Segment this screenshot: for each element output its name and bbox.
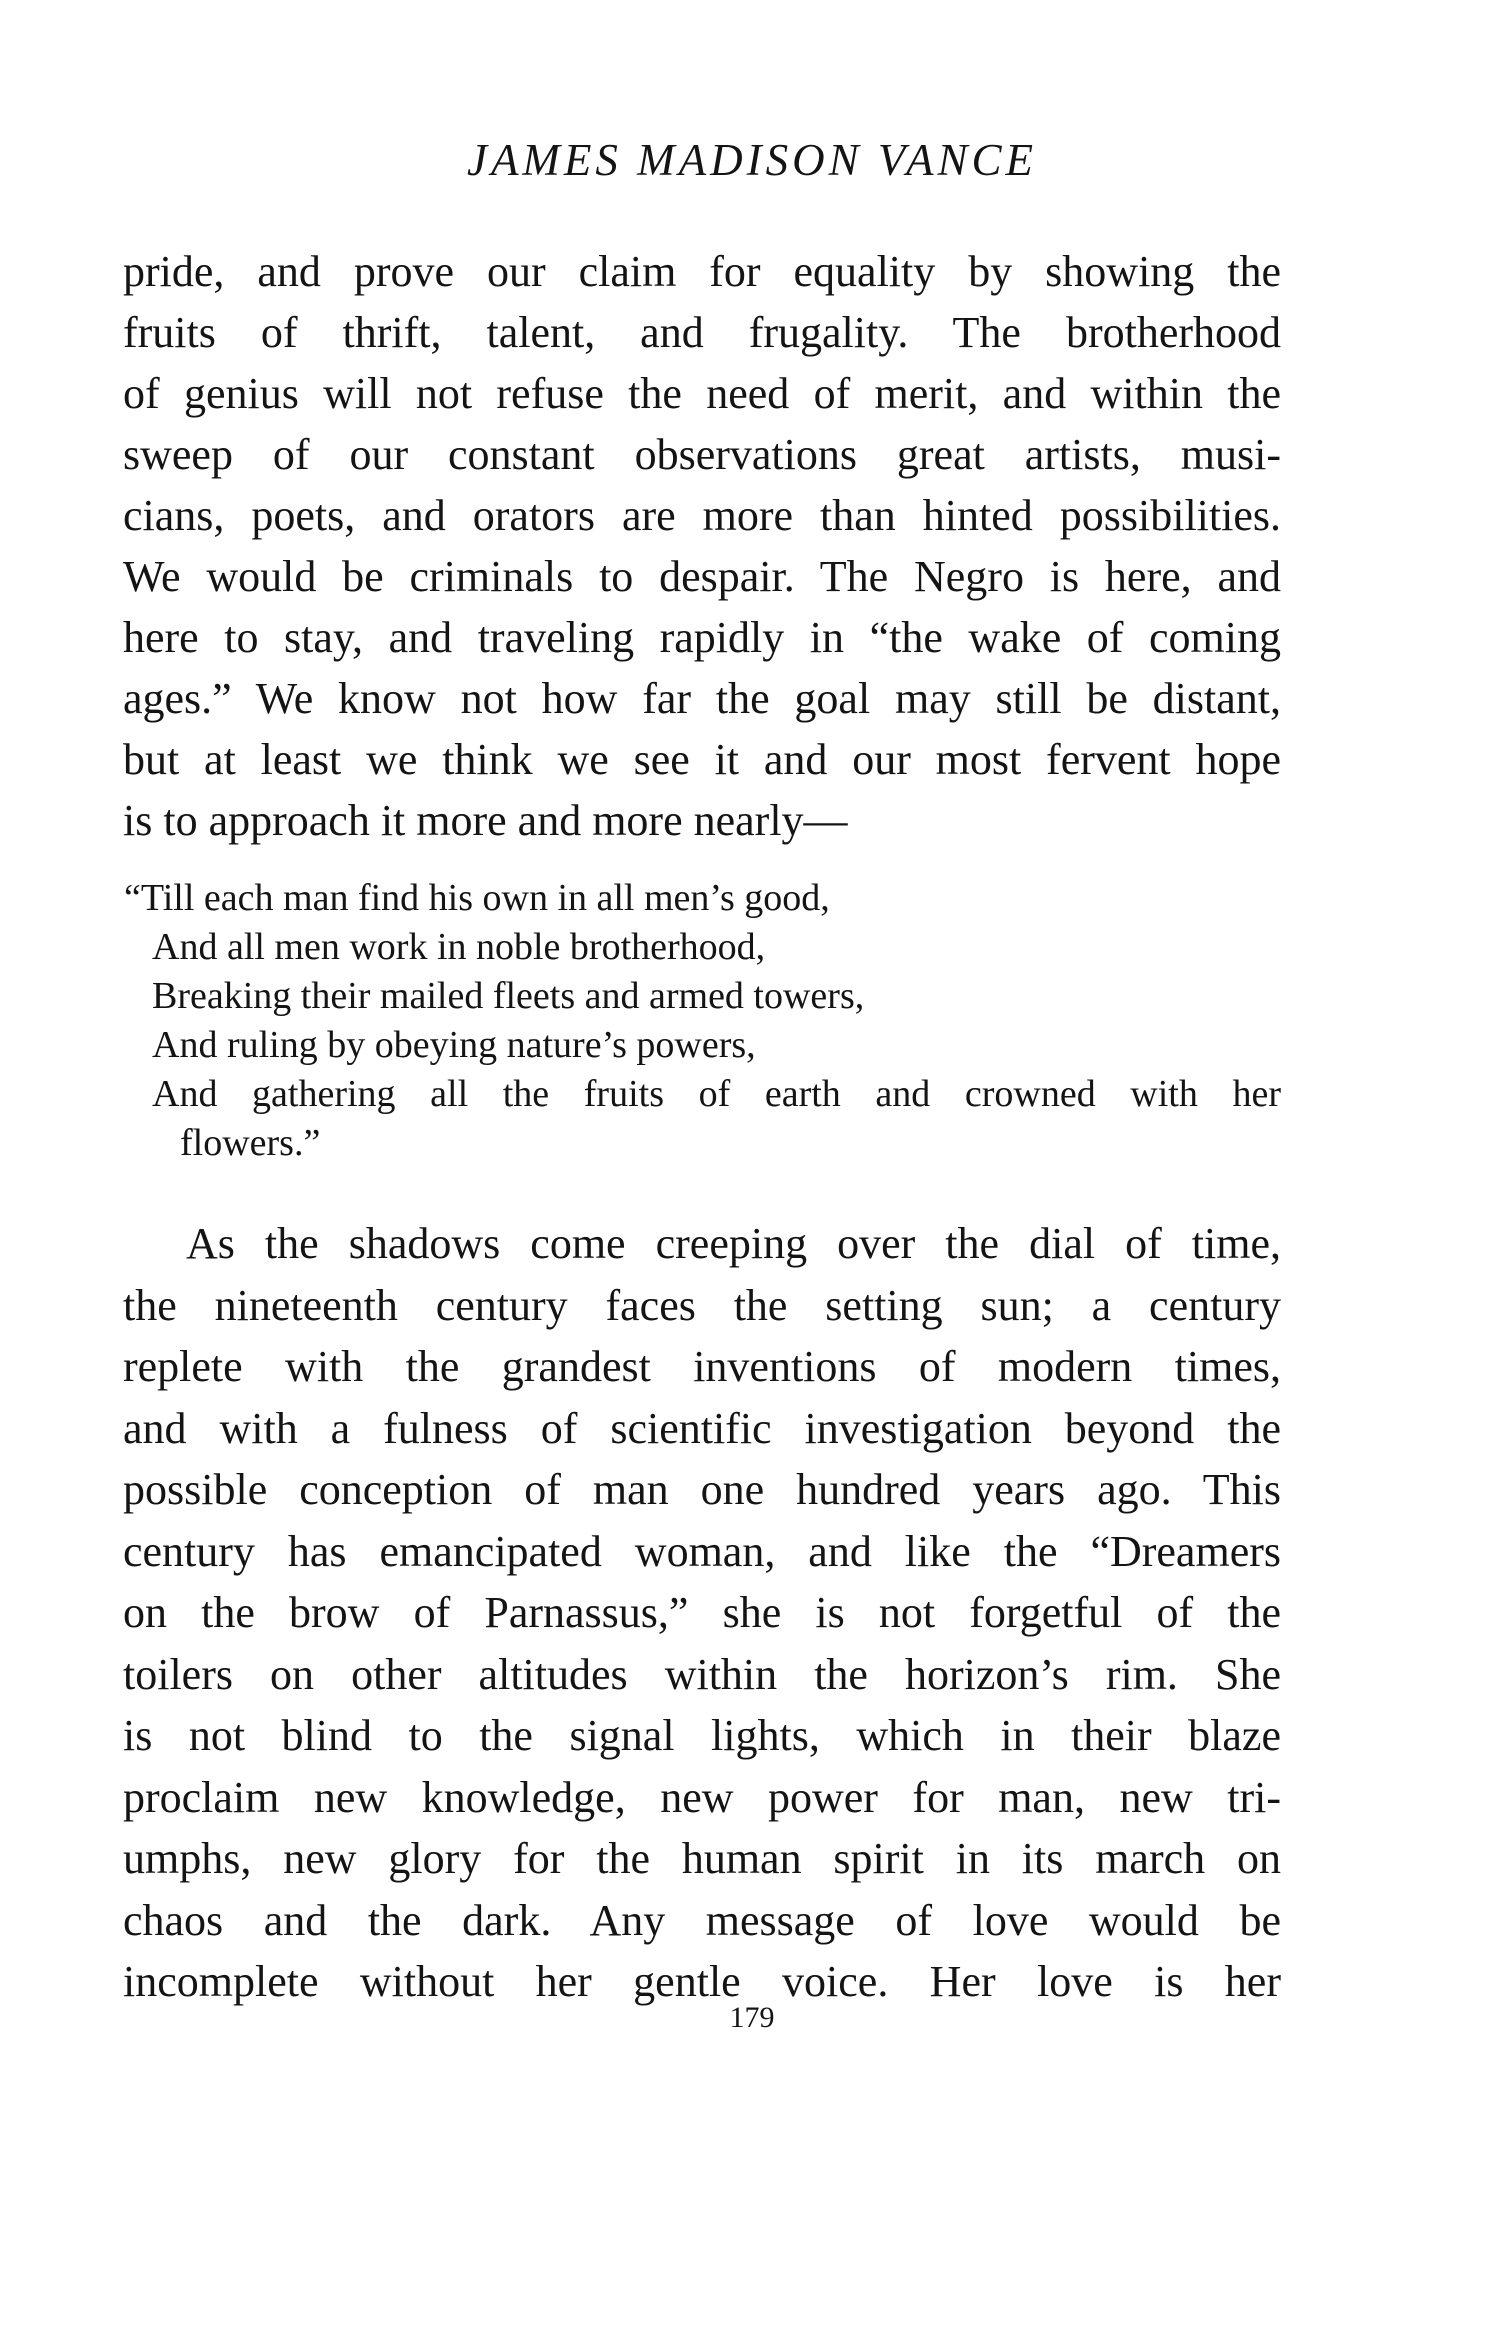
text-line: chaos and the dark. Any message of love would be xyxy=(123,1895,1281,1945)
text-line: century has emancipated woman, and like the “Dreamers xyxy=(123,1526,1281,1576)
text-line: and with a fulness of scientific investigation beyond the xyxy=(123,1403,1281,1453)
text-line: but at least we think we see it and our most fervent hope xyxy=(123,735,1281,784)
verse-line: flowers.” xyxy=(180,1122,321,1164)
verse-line: And all men work in noble brotherhood, xyxy=(152,926,766,968)
running-head: JAMES MADISON VANCE xyxy=(466,135,1038,185)
text-line: proclaim new knowledge, new power for man, new tri- xyxy=(123,1772,1281,1822)
text-line: possible conception of man one hundred years ago. This xyxy=(123,1465,1281,1514)
text-line: pride, and prove our claim for equality by showing the xyxy=(123,247,1281,296)
verse-quotation xyxy=(124,874,1281,1168)
text-line: toilers on other altitudes within the horizon’s rim. She xyxy=(123,1649,1281,1699)
text-line: of genius will not refuse the need of merit, and within the xyxy=(123,369,1281,418)
page-number: 179 xyxy=(729,2001,775,2034)
text-line: here to stay, and traveling rapidly in “the wake of coming xyxy=(123,613,1281,662)
verse-line: And gathering all the fruits of earth and crowned with her xyxy=(152,1073,1281,1115)
verse-line: “Till each man find his own in all men’s good, xyxy=(124,877,830,919)
text-line: on the brow of Parnassus,” she is not forgetful of the xyxy=(123,1588,1281,1637)
verse-line: Breaking their mailed fleets and armed towers, xyxy=(152,975,865,1017)
text-line: ages.” We know not how far the goal may still be distant, xyxy=(123,674,1281,723)
text-line: incomplete without her gentle voice. Her love is her xyxy=(123,1957,1281,2006)
verse-line: And ruling by obeying nature’s powers, xyxy=(152,1024,756,1066)
text-line: the nineteenth century faces the setting sun; a century xyxy=(123,1280,1281,1330)
text-line: We would be criminals to despair. The Negro is here, and xyxy=(123,552,1281,601)
text-line: umphs, new glory for the human spirit in its march on xyxy=(123,1834,1281,1883)
text-line: As the shadows come creeping over the dial of time, xyxy=(186,1219,1281,1268)
paragraph-2 xyxy=(123,1213,1281,2013)
text-line: fruits of thrift, talent, and frugality. The brotherhood xyxy=(123,308,1281,357)
text-line: is to approach it more and more nearly— xyxy=(123,796,848,845)
text-line: sweep of our constant observations great artists, musi- xyxy=(123,430,1281,479)
text-line: cians, poets, and orators are more than hinted possibilities. xyxy=(123,491,1281,540)
paragraph-1 xyxy=(123,241,1281,851)
text-line: replete with the grandest inventions of modern times, xyxy=(123,1342,1281,1391)
text-line: is not blind to the signal lights, which in their blaze xyxy=(123,1711,1281,1760)
